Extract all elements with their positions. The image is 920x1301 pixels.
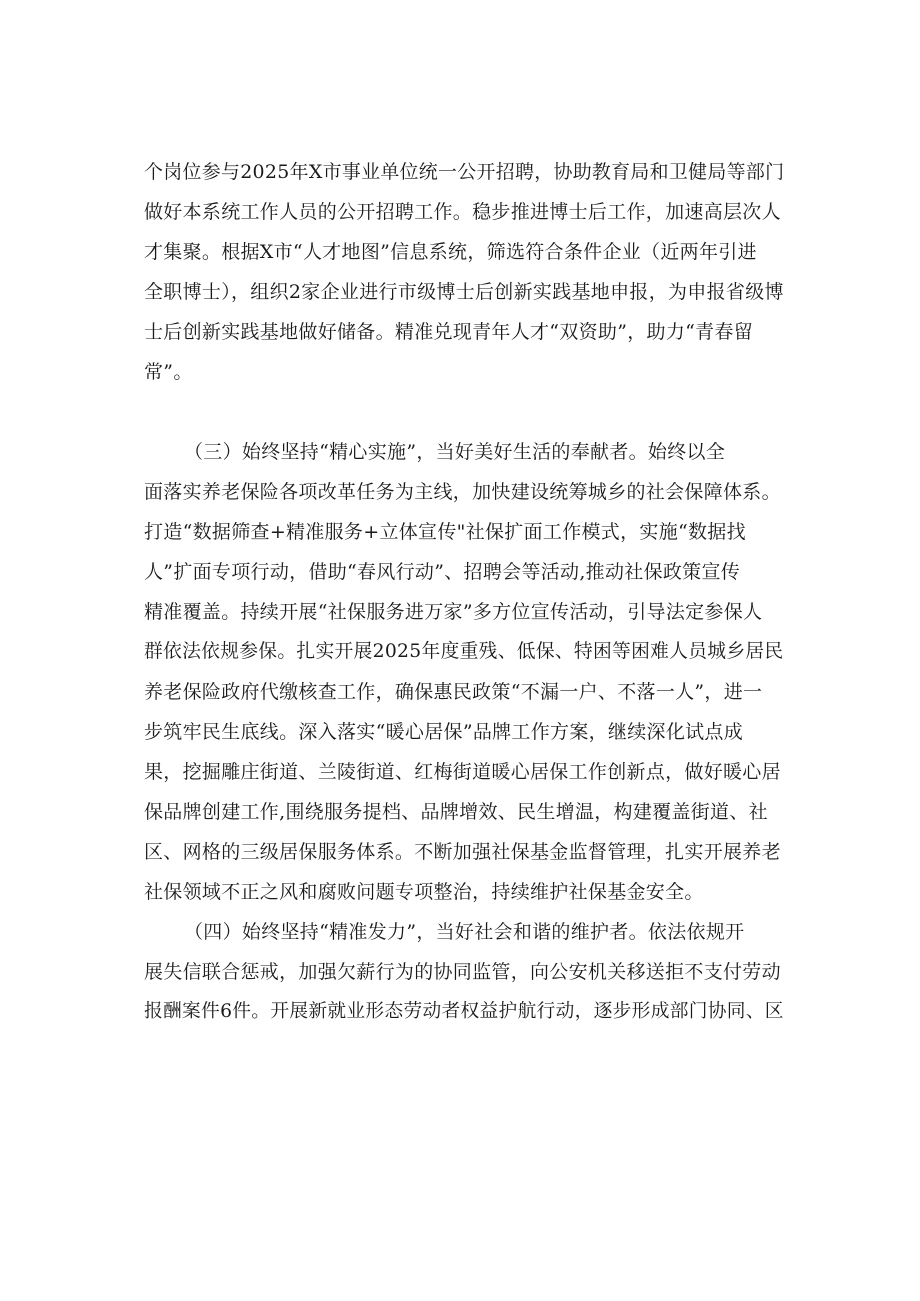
paragraph-2-line-3: 打造“数据筛查+精准服务+立体宣传"社保扩面工作模式，实施“数据找: [144, 521, 746, 543]
paragraph-2-line-10: 保品牌创建工作,围绕服务提档、品牌增效、民生增温，构建覆盖街道、社: [144, 801, 768, 823]
paragraph-1-line-1: 个岗位参与2025年X市事业单位统一公开招聘，协助教育局和卫健局等部门: [144, 161, 785, 183]
paragraph-3-line-3: 报酬案件6件。开展新就业形态劳动者权益护航行动，逐步形成部门协同、区: [144, 1001, 784, 1022]
paragraph-1-line-6: 常”。: [144, 361, 193, 383]
paragraph-1-line-4: 全职博士），组织2家企业进行市级博士后创新实践基地申报，为申报省级博: [144, 281, 784, 303]
paragraph-2-line-1: （三）始终坚持“精心实施”，当好美好生活的奉献者。始终以全: [184, 441, 726, 463]
paragraph-3-line-2: 展失信联合惩戒，加强欠薪行为的协同监管，向公安机关移送拒不支付劳动: [144, 961, 781, 983]
paragraph-2-line-6: 群依法依规参保。扎实开展2025年度重残、低保、特困等困难人员城乡居民: [144, 641, 784, 662]
paragraph-2-line-5: 精准覆盖。持续开展“社保服务进万家”多方位宣传活动，引导法定参保人: [144, 601, 763, 623]
paragraph-1-line-3: 才集聚。根据X市“人才地图”信息系统，筛选符合条件企业（近两年引进: [144, 241, 757, 263]
paragraph-2-line-2: 面落实养老保险各项改革任务为主线，加快建设统筹城乡的社会保障体系。: [144, 481, 781, 503]
paragraph-2-line-9: 果，挖掘雕庄街道、兰陵街道、红梅街道暖心居保工作创新点，做好暖心居: [144, 761, 781, 783]
paragraph-2-line-11: 区、网格的三级居保服务体系。不断加强社保基金监督管理，扎实开展养老: [144, 841, 781, 863]
paragraph-2-line-12: 社保领域不正之风和腐败问题专项整治，持续维护社保基金安全。: [144, 881, 704, 903]
paragraph-2-line-7: 养老保险政府代缴核查工作，确保惠民政策“不漏一户、不落一人”，进一: [144, 681, 763, 703]
paragraph-3-line-1: （四）始终坚持“精准发力”，当好社会和谐的维护者。依法依规开: [184, 921, 745, 943]
paragraph-2-line-8: 步筑牢民生底线。深入落实“暖心居保”品牌工作方案，继续深化试点成: [144, 721, 744, 743]
paragraph-2-line-4: 人”扩面专项行动，借助“春风行动”、招聘会等活动,推动社保政策宣传: [144, 561, 741, 583]
paragraph-1-line-5: 士后创新实践基地做好储备。精准兑现青年人才“双资助”，助力“青春留: [144, 321, 754, 343]
paragraph-1-line-2: 做好本系统工作人员的公开招聘工作。稳步推进博士后工作，加速高层次人: [144, 201, 781, 223]
